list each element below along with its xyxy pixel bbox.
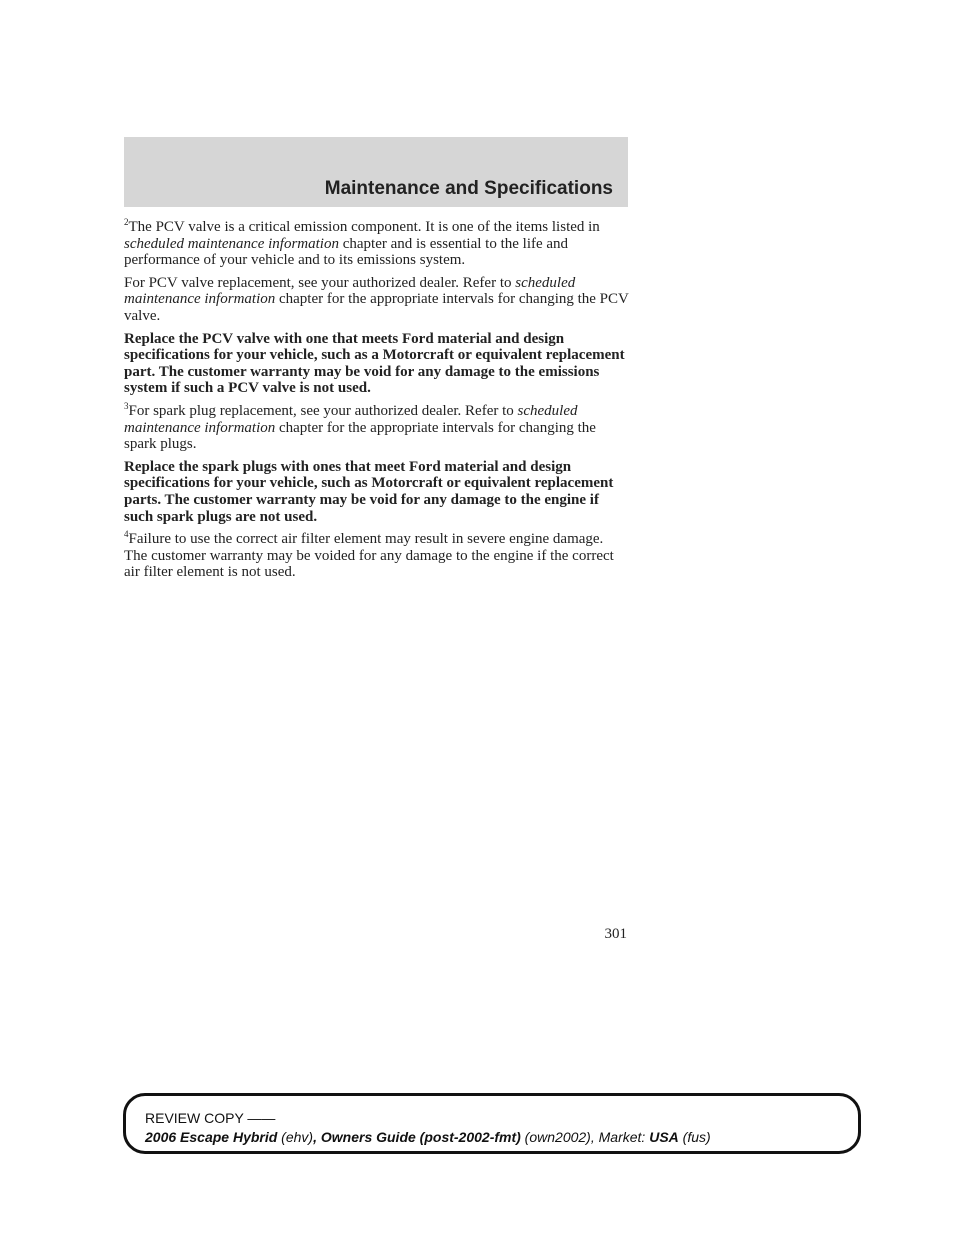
pcv-warning: Replace the PCV valve with one that meets Ford material and design specifications for your vehicle, such as a Motorcraft or equivalent replacement part. The customer warranty may be void for any damage to the emissions system if such a PCV valve is not used. xyxy=(124,330,625,397)
model-code: (ehv) xyxy=(277,1129,314,1145)
body-text xyxy=(124,219,630,587)
review-copy-footer xyxy=(123,1093,861,1154)
spark-footnote-text: For spark plug replacement, see your authorized dealer. Refer to xyxy=(128,402,518,419)
market-label: , Market: xyxy=(590,1129,650,1145)
spark-footnote-text-end: chapter for the appropriate intervals for changing the spark plugs. xyxy=(124,419,596,453)
maintenance-reference: scheduled maintenance information xyxy=(124,235,339,252)
section-header-bar xyxy=(124,137,628,207)
model-name: 2006 Escape Hybrid xyxy=(145,1129,278,1145)
section-title: Maintenance and Specifications xyxy=(324,178,613,199)
market-code: (fus) xyxy=(678,1129,711,1145)
review-copy-label: REVIEW COPY —— xyxy=(145,1110,276,1126)
footnote-marker: 2 xyxy=(124,217,129,227)
market-name: USA xyxy=(649,1129,679,1145)
pcv-footnote-text-end: chapter and is essential to the life and performance of your vehicle and to its emissions system. xyxy=(124,235,569,269)
guide-name: , Owners Guide (post-2002-fmt) xyxy=(313,1129,521,1145)
footnote-marker: 3 xyxy=(124,400,129,411)
pcv-footnote xyxy=(124,219,630,269)
footnote-marker: 4 xyxy=(124,529,129,540)
air-filter-footnote xyxy=(124,531,630,581)
pcv-replacement-text: For PCV valve replacement, see your authorized dealer. Refer to xyxy=(124,274,516,291)
air-filter-text: Failure to use the correct air filter element may result in severe engine damage. The customer warranty may be voided for any damage to the engine if the correct air filter element is not used. xyxy=(124,531,614,581)
maintenance-reference: scheduled maintenance information xyxy=(124,274,576,308)
maintenance-reference: scheduled maintenance information xyxy=(124,402,578,436)
guide-code: (own2002) xyxy=(520,1129,591,1145)
spark-plug-footnote xyxy=(124,400,630,453)
pcv-footnote-text: The PCV valve is a critical emission component. It is one of the items listed in xyxy=(128,219,600,235)
spark-plug-warning: Replace the spark plugs with ones that meet Ford material and design specifications for your vehicle, such as Motorcraft or equivalent replacement parts. The customer warranty may be void for any damage to the engine if such spark plugs are not used. xyxy=(124,458,614,525)
pcv-replacement-paragraph xyxy=(124,275,630,325)
pcv-replacement-text-end: chapter for the appropriate intervals for changing the PCV valve. xyxy=(124,291,629,324)
page-number: 301 xyxy=(604,926,627,942)
document-info xyxy=(145,1128,858,1147)
